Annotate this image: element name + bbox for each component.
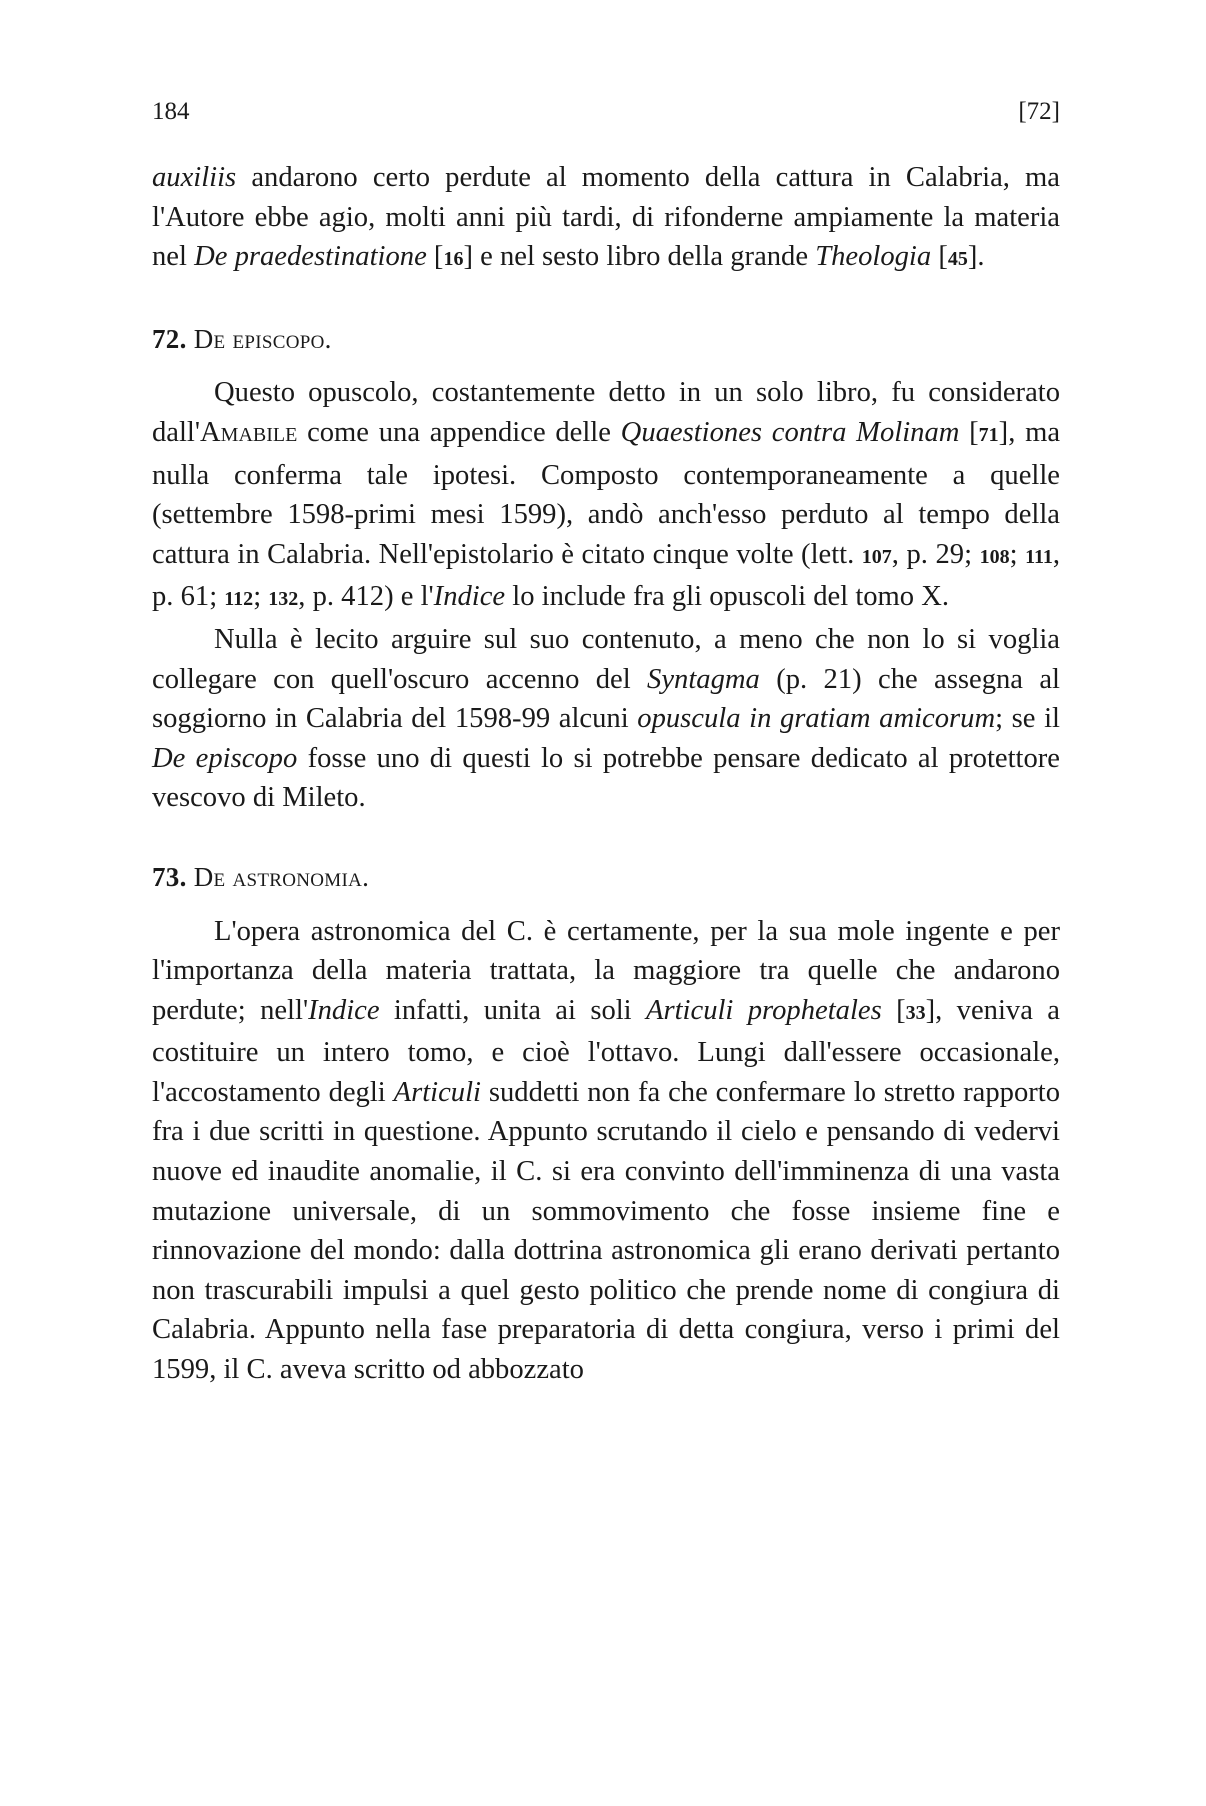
- text-run: suddetti non fa che confermare lo stretto rapporto fra i due scritti in questione. Appunto scrutando il cielo e pensando di vedervi nuove ed inaudite anomalie, il C. si era convinto dell'imminenza di una vasta mutazione universale, di un sommovimento che fosse insieme fine e rinnovazione del mondo: dalla dottrina astronomica gli erano derivati pertanto non trascurabili impulsi a quel gesto politico che prende nome di congiura di Calabria. Appunto nella fase preparatoria di detta congiura, verso i primi del 1599, il C. aveva scritto od abbozzato: [152, 1076, 1061, 1386]
- text-run: Questo opuscolo, costantemente detto in un solo libro, fu considerato dall': [152, 377, 1060, 448]
- italic-title: De episcopo: [152, 742, 298, 774]
- text-run: infatti, unita ai soli: [379, 994, 647, 1026]
- section-title: De astronomia.: [193, 861, 370, 892]
- italic-title: Articuli: [393, 1076, 481, 1108]
- section-reference: [72]: [1018, 98, 1060, 125]
- entry-reference: 71: [978, 423, 999, 446]
- text-run: , p. 412) e l': [298, 581, 434, 613]
- text-run: [: [426, 241, 444, 273]
- text-run: L'opera astronomica del C. è certamente, per la sua mole ingente e per l'importanza della materia trattata, la maggiore tra quelle che andarono perdute; nell': [152, 915, 1060, 1026]
- italic-title: Quaestiones contra Molinam: [620, 416, 960, 448]
- text-run: , p. 61;: [152, 538, 1061, 613]
- text-run: Nulla è lecito arguire sul suo contenuto, a meno che non lo si voglia collegare con quell'oscuro accenno del: [152, 623, 1060, 695]
- letter-reference: 111: [1025, 545, 1053, 568]
- entry-reference: 33: [905, 1001, 926, 1024]
- text-run: , p. 29;: [891, 538, 980, 570]
- text-run: (p. 21) che assegna al soggiorno in Calabria del 1598-99 alcuni: [152, 663, 1060, 735]
- text-run: ], ma nulla conferma tale ipotesi. Composto contemporaneamente a quelle (settembre 1598-primi mesi 1599), andò anch'esso perduto al tempo della cattura in Calabria. Nell'epistolario è citato cinque volte (lett.: [152, 416, 1061, 570]
- italic-title: opuscula in gratiam amicorum: [637, 703, 996, 735]
- text-run: ].: [967, 241, 985, 273]
- text-run: ], veniva a costituire un intero tomo, e cioè l'ottavo. Lungi dall'essere occasionale, l'accostamento degli: [152, 994, 1060, 1108]
- italic-title: auxiliis: [152, 162, 237, 193]
- entry-reference: 16: [443, 248, 464, 271]
- section-number: 72.: [152, 323, 187, 354]
- text-run: andarono certo perdute al momento della cattura in Calabria, ma l'Autore ebbe agio, molti anni più tardi, di rifonderne ampiamente la materia nel: [152, 162, 1060, 273]
- page-number: 184: [152, 98, 190, 125]
- letter-reference: 132: [268, 588, 299, 611]
- text-run: lo include fra gli opuscoli del tomo X.: [505, 581, 950, 613]
- italic-title: Syntagma: [647, 663, 760, 695]
- text-run: [: [881, 994, 906, 1026]
- italic-title: Articuli prophetales: [646, 994, 882, 1026]
- italic-title: Theologia: [815, 241, 932, 273]
- running-head: [152, 98, 1060, 138]
- text-run: come una appendice delle: [297, 416, 621, 448]
- text-run: [: [931, 241, 948, 273]
- paragraph: [152, 912, 1060, 1390]
- letter-reference: 107: [861, 545, 892, 568]
- text-run: ;: [1009, 538, 1026, 570]
- italic-title: De praedestinatione: [194, 241, 427, 273]
- paragraph-continuation: [152, 158, 1060, 280]
- italic-title: Indice: [433, 581, 506, 613]
- paragraph: [152, 620, 1060, 818]
- letter-reference: 108: [979, 545, 1010, 568]
- letter-reference: 112: [224, 588, 254, 611]
- section-number: 73.: [152, 861, 187, 892]
- paragraph: [152, 373, 1060, 620]
- author-name: Amabile: [200, 416, 298, 448]
- body-text: [152, 158, 1060, 1390]
- text-run: ;: [253, 581, 269, 613]
- text-run: ; se il: [995, 703, 1060, 735]
- text-run: fosse uno di questi lo si potrebbe pensare dedicato al protettore vescovo di Mileto.: [152, 742, 1060, 814]
- entry-reference: 45: [947, 248, 968, 271]
- section-heading-72: [152, 320, 1060, 360]
- section-title: De episcopo.: [193, 323, 332, 354]
- text-run: [: [959, 416, 979, 448]
- section-heading-73: [152, 858, 1060, 898]
- italic-title: Indice: [308, 994, 380, 1026]
- text-run: ] e nel sesto libro della grande: [463, 241, 816, 273]
